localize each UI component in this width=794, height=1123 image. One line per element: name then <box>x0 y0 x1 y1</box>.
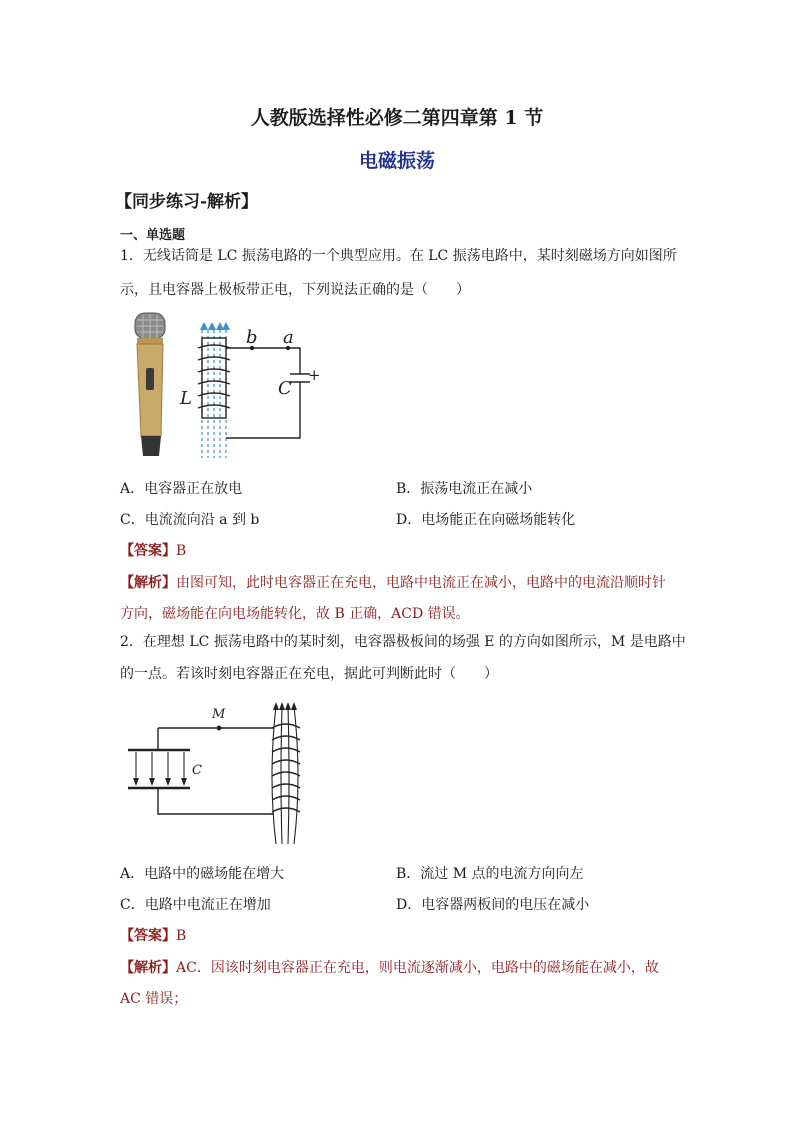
q2-stem-line2: 的一点。若该时刻电容器正在充电，据此可判断此时（ ） <box>120 666 498 682</box>
microphone-image <box>135 313 165 456</box>
q1-option-a: A．电容器正在放电 <box>120 481 243 497</box>
q1-stem-line1: 1．无线话筒是 LC 振荡电路的一个典型应用。在 LC 振荡电路中，某时刻磁场方向如图所 <box>120 248 677 264</box>
q2-explain-text1: AC．因该时刻电容器正在充电，则电流逐渐减小，电路中的磁场能在减小，故 <box>176 960 659 976</box>
q1-answer <box>120 540 186 560</box>
q2-label-C: C <box>192 763 202 778</box>
q2-answer-value: B <box>176 928 187 944</box>
q2-circuit-diagram <box>128 702 300 844</box>
q2-option-c: C．电路中电流正在增加 <box>120 897 271 913</box>
q2-label-M: M <box>212 707 226 722</box>
q1-stem-line2: 示，且电容器上极板带正电，下列说法正确的是（ ） <box>120 282 470 298</box>
q1-label-b: b <box>246 327 258 348</box>
q2-answer <box>120 925 186 945</box>
q2-stem-line1: 2．在理想 LC 振荡电路中的某时刻，电容器极板间的场强 E 的方向如图所示，M 是电路中 <box>120 634 686 650</box>
part-heading: 一、单选题 <box>120 228 186 243</box>
section-title: 【同步练习-解析】 <box>115 192 259 212</box>
q2-option-b: B．流过 M 点的电流方向向左 <box>396 866 584 882</box>
q1-label-a: a <box>283 327 294 348</box>
page-subtitle: 电磁振荡 <box>358 150 435 172</box>
q2-figure <box>122 698 322 848</box>
page-title: 人教版选择性必修二第四章第 1 节 <box>250 107 544 129</box>
q1-label-C: C <box>278 378 292 399</box>
q2-option-a: A．电路中的磁场能在增大 <box>120 866 285 882</box>
q1-explanation-line2: 方向，磁场能在向电场能转化，故 B 正确，ACD 错误。 <box>120 606 470 622</box>
q2-explain-tag: 【解析】 <box>120 960 176 976</box>
q1-answer-tag: 【答案】 <box>120 543 176 559</box>
q1-label-L: L <box>180 388 192 409</box>
q1-explain-tag: 【解析】 <box>120 575 176 591</box>
q1-explanation-line1 <box>120 572 666 592</box>
q2-explanation-line1 <box>120 957 659 977</box>
q2-explanation-line2: AC 错误； <box>120 991 188 1007</box>
q1-option-b: B．振荡电流正在减小 <box>396 481 533 497</box>
q1-label-plus: + <box>308 366 321 384</box>
q1-option-d: D．电场能正在向磁场能转化 <box>396 512 576 528</box>
q1-answer-value: B <box>176 543 187 559</box>
q2-option-d: D．电容器两板间的电压在减小 <box>396 897 590 913</box>
q1-explain-text1: 由图可知，此时电容器正在充电，电路中电流正在减小，电路中的电流沿顺时针 <box>176 575 666 591</box>
q2-answer-tag: 【答案】 <box>120 928 176 944</box>
q1-figure <box>128 308 328 460</box>
q1-option-c: C．电流流向沿 a 到 b <box>120 512 260 528</box>
